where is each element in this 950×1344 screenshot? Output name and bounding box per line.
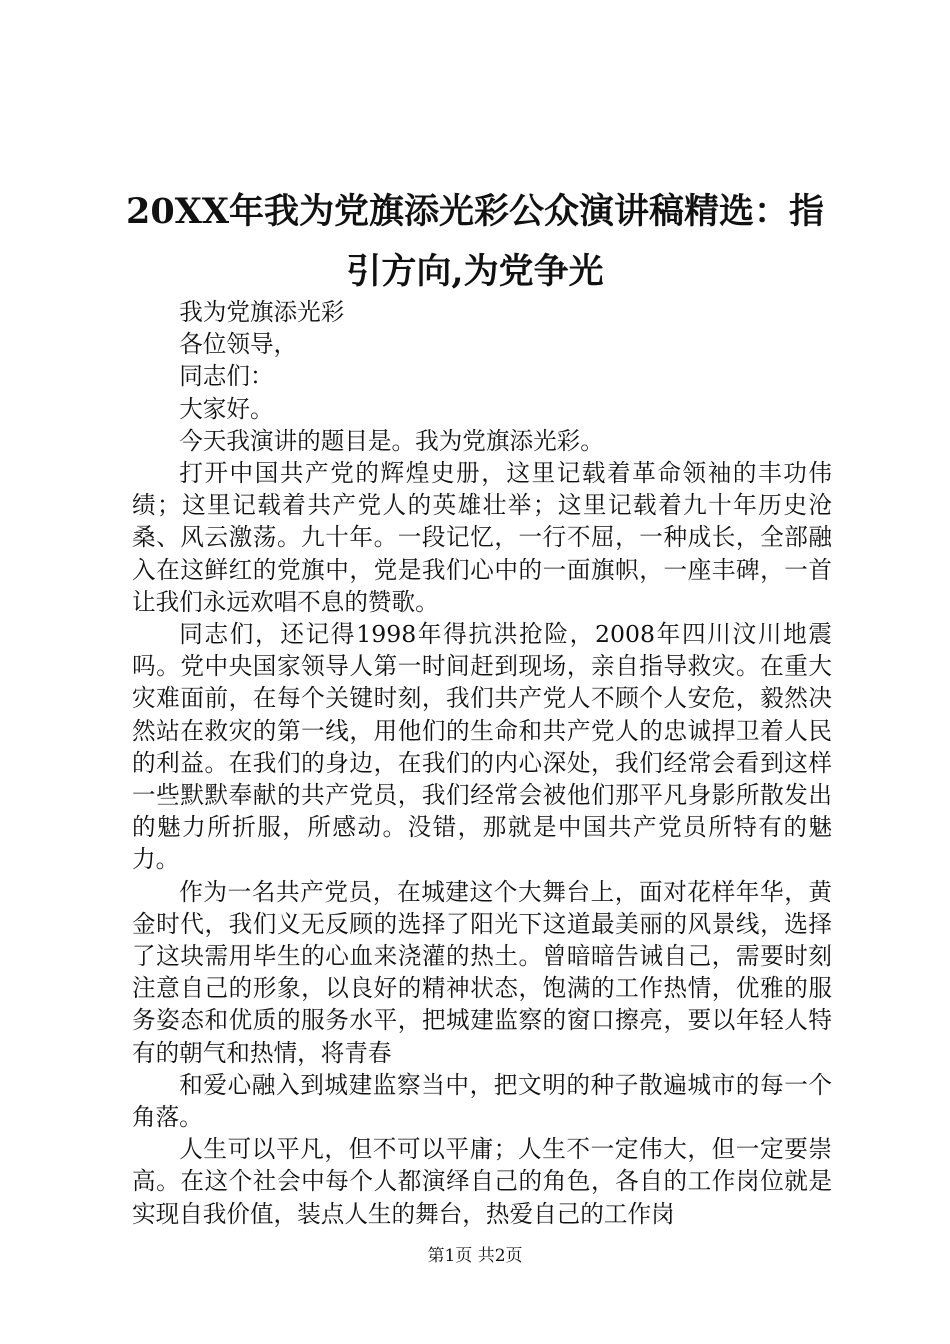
paragraph: 作为一名共产党员，在城建这个大舞台上，面对花样年华，黄金时代，我们义无反顾的选择了阳光下这道最美丽的风景线，选择了这块需用毕生的心血来浇灌的热土。曾暗暗告诫自己，需要时刻注意自己的形象，以良好的精神状态，饱满的工作热情，优雅的服务姿态和优质的服务水平，把城建监察的窗口擦亮，要以年轻人特有的朝气和热情，将青春 <box>132 877 832 1067</box>
paragraph: 各位领导， <box>179 330 298 359</box>
document-body <box>132 296 832 1230</box>
document-title: 20XX年我为党旗添光彩公众演讲稿精选：指引方向,为党争光 <box>125 191 825 292</box>
paragraph: 和爱心融入到城建监察当中，把文明的种子散遍城市的每一个角落。 <box>132 1070 832 1132</box>
paragraph: 我为党旗添光彩 <box>179 298 345 326</box>
paragraph: 同志们： <box>179 362 274 391</box>
paragraph: 今天我演讲的题目是。我为党旗添光彩。 <box>179 426 604 455</box>
paragraph: 同志们，还记得1998年得抗洪抢险，2008年四川汶川地震吗。党中央国家领导人第一时间赶到现场，亲自指导救灾。在重大灾难面前，在每个关键时刻，我们共产党人不顾个人安危，毅然决然站在救灾的第一线，用他们的生命和共产党人的忠诚捍卫着人民的利益。在我们的身边，在我们的内心深处，我们经常会看到这样一些默默奉献的共产党员，我们经常会被他们那平凡身影所散发出的魅力所折服，所感动。没错，那就是中国共产党员所特有的魅力。 <box>132 620 832 874</box>
paragraph: 打开中国共产党的辉煌史册，这里记载着革命领袖的丰功伟绩；这里记载着共产党人的英雄壮举；这里记载着九十年历史沧桑、风云激荡。九十年。一段记忆，一行不屈，一种成长，全部融入在这鲜红的党旗中，党是我们心中的一面旗帜，一座丰碑，一首让我们永远欢唱不息的赞歌。 <box>132 459 832 616</box>
page-footer: 第1页 共2页 <box>427 1246 523 1266</box>
paragraph: 大家好。 <box>179 394 274 423</box>
paragraph: 人生可以平凡，但不可以平庸；人生不一定伟大，但一定要崇高。在这个社会中每个人都演绎自己的角色，各自的工作岗位就是实现自我价值，装点人生的舞台，热爱自己的工作岗 <box>132 1135 832 1228</box>
